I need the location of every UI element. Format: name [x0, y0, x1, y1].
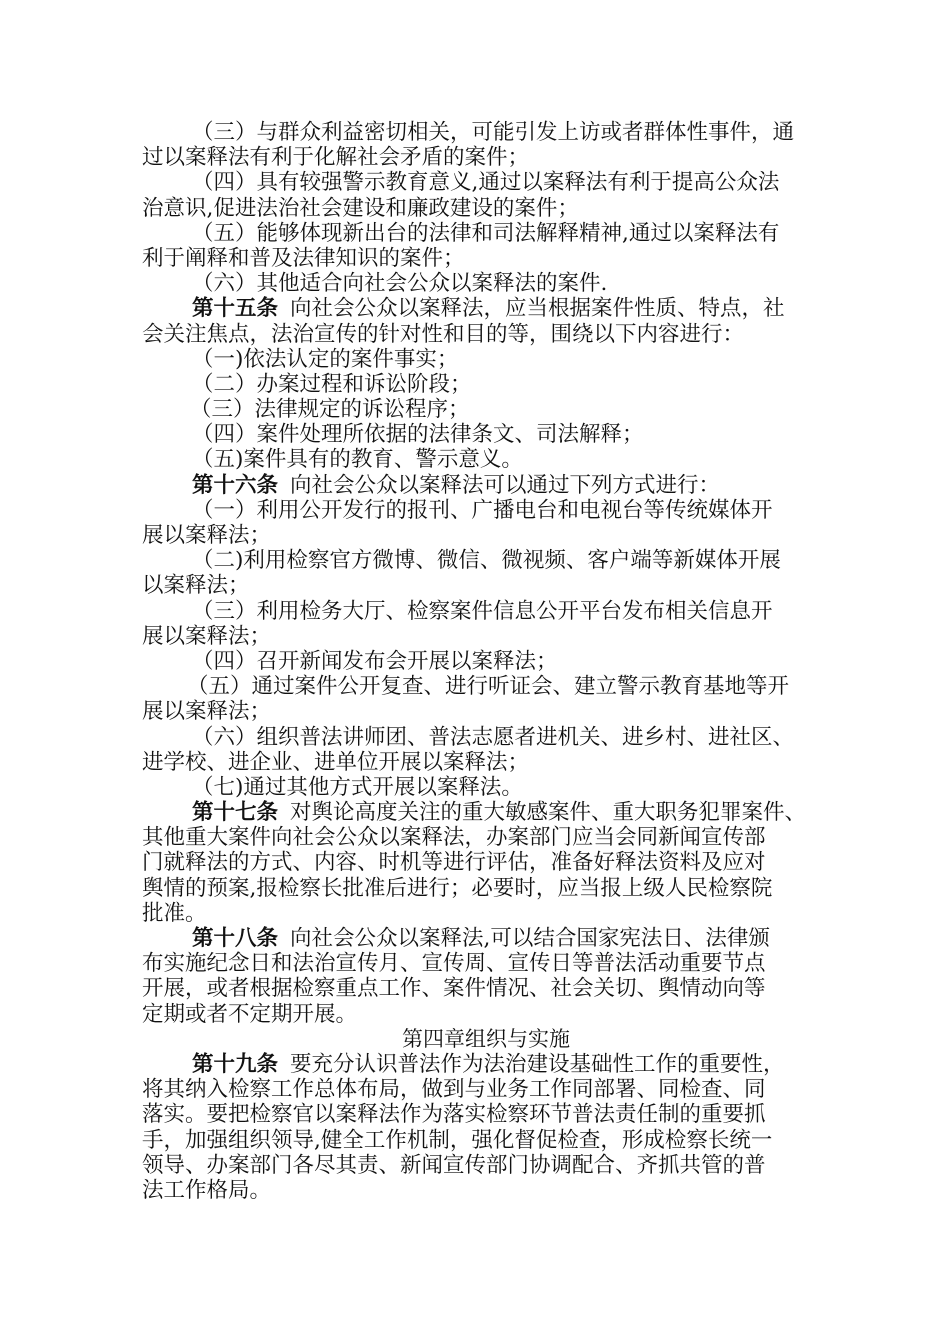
line-text: 定期或者不定期开展。: [142, 1001, 358, 1027]
line-text: 批准。: [142, 900, 207, 926]
line-text: （四）具有较强警示教育意义,通过以案释法有利于提高公众法: [192, 170, 780, 196]
paragraph-line: [142, 649, 810, 674]
line-text: 对舆论高度关注的重大敏感案件、重大职务犯罪案件、: [290, 800, 807, 826]
paragraph-line: [142, 221, 810, 246]
line-text: （三）利用检务大厅、检察案件信息公开平台发布相关信息开: [192, 598, 773, 624]
line-text: 法工作格局。: [142, 1177, 272, 1203]
line-text: 利于阐释和普及法律知识的案件；: [142, 245, 465, 271]
paragraph-line: [142, 876, 810, 901]
line-text: 治意识,促进法治社会建设和廉政建设的案件；: [142, 195, 579, 221]
line-text: （二)利用检察官方微博、微信、微视频、客户端等新媒体开展: [192, 548, 781, 574]
article-number: 第十八条: [192, 926, 279, 951]
paragraph-line: [142, 120, 810, 145]
article-number: 第十六条: [192, 472, 279, 498]
paragraph-line: [142, 901, 810, 926]
paragraph-line: [142, 573, 810, 598]
article-number: 第十九条: [192, 1051, 279, 1077]
line-text: （一）利用公开发行的报刊、广播电台和电视台等传统媒体开: [192, 497, 773, 523]
paragraph-line: [142, 599, 810, 624]
line-text: 进学校、进企业、进单位开展以案释法；: [142, 749, 530, 775]
line-text: 展以案释法；: [142, 699, 272, 725]
line-text: 要充分认识普法作为法治建设基础性工作的重要性，: [290, 1051, 785, 1077]
paragraph-line: [142, 498, 810, 523]
line-text: （六）组织普法讲师团、普法志愿者进机关、进乡村、进社区、: [192, 724, 795, 750]
line-text: 向社会公众以案释法可以通过下列方式进行：: [290, 472, 721, 498]
paragraph-line: [142, 523, 810, 548]
paragraph-line: [142, 347, 810, 372]
line-text: 将其纳入检察工作总体布局，做到与业务工作同部署、同检查、同: [142, 1077, 766, 1103]
paragraph-line: [142, 926, 810, 951]
line-text: 落实。要把检察官以案释法作为落实检察环节普法责任制的重要抓: [142, 1102, 766, 1128]
paragraph-line: [142, 1052, 810, 1077]
line-text: 展以案释法；: [142, 623, 272, 649]
line-text: （一)依法认定的案件事实；: [192, 346, 459, 372]
paragraph-line: [142, 246, 810, 271]
line-text: （四）召开新闻发布会开展以案释法；: [192, 648, 558, 674]
line-text: 其他重大案件向社会公众以案释法，办案部门应当会同新闻宣传部: [142, 825, 766, 851]
line-text: 向社会公众以案释法，应当根据案件性质、特点，社: [290, 296, 785, 322]
paragraph-line: [142, 296, 810, 321]
article-number: 第十五条: [192, 296, 279, 322]
paragraph-line: [142, 750, 810, 775]
paragraph-line: [142, 800, 810, 825]
line-text: 以案释法；: [142, 573, 250, 599]
paragraph-line: [142, 322, 810, 347]
paragraph-line: [142, 170, 810, 195]
paragraph-line: [142, 1077, 810, 1102]
paragraph-line: [142, 422, 810, 447]
paragraph-line: [142, 548, 810, 573]
line-text: 手，加强组织领导,健全工作机制，强化督促检查，形成检察长统一: [142, 1127, 773, 1153]
paragraph-line: [142, 145, 810, 170]
line-text: （五）能够体现新出台的法律和司法解释精神,通过以案释法有: [192, 220, 780, 246]
line-text: 展以案释法；: [142, 523, 272, 548]
paragraph-line: [142, 825, 810, 850]
paragraph-line: [142, 850, 810, 875]
line-text: （七)通过其他方式开展以案释法。: [192, 774, 523, 800]
line-text: （三）与群众利益密切相关，可能引发上访或者群体性事件，通: [192, 120, 795, 145]
paragraph-line: [142, 624, 810, 649]
paragraph-line: [142, 447, 810, 472]
article-number: 第十七条: [192, 800, 279, 826]
line-text: 过以案释法有利于化解社会矛盾的案件；: [142, 145, 530, 171]
paragraph-line: [142, 1153, 810, 1178]
line-text: （六）其他适合向社会公众以案释法的案件.: [192, 271, 608, 297]
line-text: （五)案件具有的教育、警示意义。: [192, 447, 523, 473]
paragraph-line: [142, 951, 810, 976]
paragraph-line: [142, 196, 810, 221]
line-text: 会关注焦点，法治宣传的针对性和目的等，围绕以下内容进行：: [142, 321, 745, 347]
line-text: （四）案件处理所依据的法律条文、司法解释；: [192, 422, 644, 448]
line-text: 布实施纪念日和法治宣传月、宣传周、宣传日等普法活动重要节点: [142, 951, 766, 977]
paragraph-line: [142, 1178, 810, 1203]
paragraph-line: [142, 976, 810, 1001]
paragraph-line: [142, 699, 810, 724]
paragraph-line: [142, 775, 810, 800]
paragraph-line: [142, 397, 810, 422]
paragraph-line: [142, 674, 810, 699]
document-body: [142, 120, 810, 1203]
line-text: （二）办案过程和诉讼阶段；: [192, 371, 472, 397]
line-text: 领导、办案部门各尽其责、新闻宣传部门协调配合、齐抓共管的普: [142, 1152, 766, 1178]
line-text: 舆情的预案,报检察长批准后进行；必要时，应当报上级人民检察院: [142, 875, 773, 901]
paragraph-line: [142, 725, 810, 750]
paragraph-line: [142, 271, 810, 296]
paragraph-line: [142, 1128, 810, 1153]
paragraph-line: [142, 473, 810, 498]
line-text: （五）通过案件公开复查、进行听证会、建立警示教育基地等开: [187, 674, 790, 700]
paragraph-line: [142, 1002, 810, 1027]
paragraph-line: [142, 372, 810, 397]
line-text: （三）法律规定的诉讼程序；: [190, 397, 470, 423]
line-text: 向社会公众以案释法,可以结合国家宪法日、法律颁: [290, 926, 770, 951]
paragraph-line: [142, 1102, 810, 1127]
line-text: 开展，或者根据检察重点工作、案件情况、社会关切、舆情动向等: [142, 976, 766, 1002]
chapter-heading: 第四章组织与实施: [402, 1026, 570, 1051]
line-text: 门就释法的方式、内容、时机等进行评估，准备好释法资料及应对: [142, 850, 766, 876]
